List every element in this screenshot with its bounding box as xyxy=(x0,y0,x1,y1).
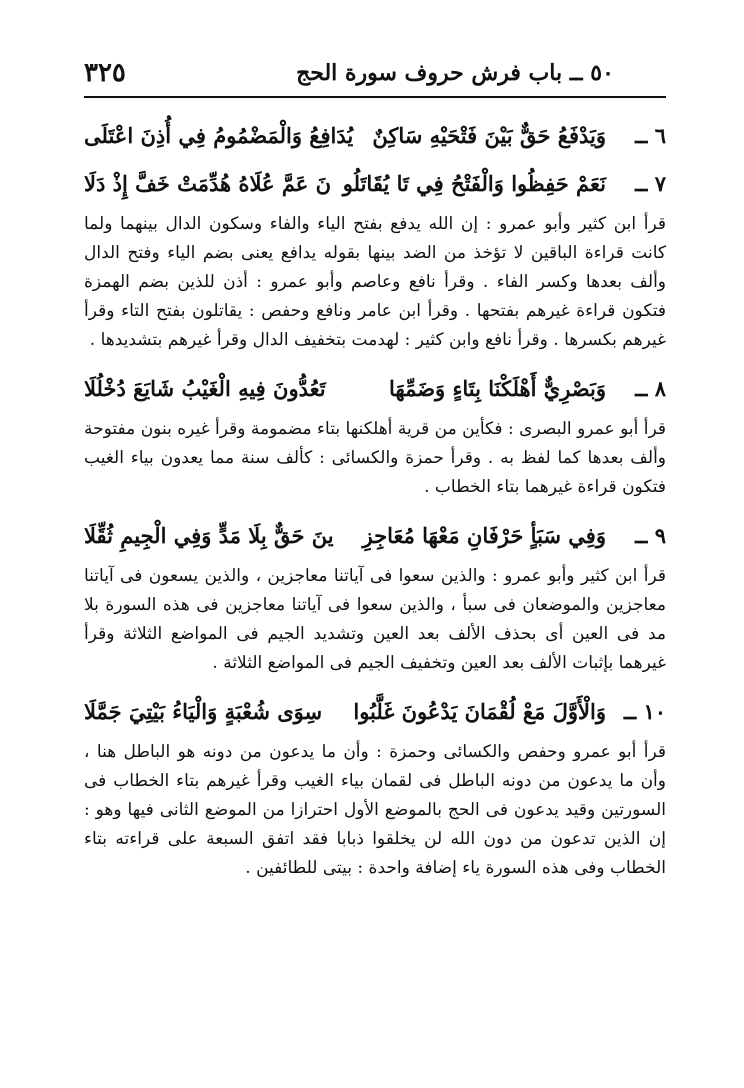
verse-second-hemistich: تَعُدُّونَ فِيهِ الْغَيْبُ شَايَعَ دُخْلُلَا xyxy=(84,376,326,401)
verse-first-hemistich: وَالْأَوَّلَ مَعْ لُقْمَانَ يَدْعُونَ غَلَّبُوا xyxy=(353,699,606,724)
commentary-paragraph xyxy=(84,562,666,678)
verse-number: ٧ ــ xyxy=(635,171,666,196)
verse-first-hemistich: وَبَصْرِيٌّ أَهْلَكْنَا بِتَاءٍ وَضَمِّهَا xyxy=(389,376,606,401)
verse-first-hemistich: نَعَمْ حَفِظُوا وَالْفَتْحُ فِي تَا يُقَاتَلُو xyxy=(342,171,606,196)
commentary-paragraph xyxy=(84,738,666,883)
commentary-text: قرأ ابن كثير وأبو عمرو : والذين سعوا فى آياتنا معاجزين ، والذين يسعون فى آياتنا معاجزين والموضعان فى سبأ ، والذين سعوا فى آياتنا معاجزين فى هذه السورة بلا مد فى العين أى بحذف الألف بعد العين وتشديد الجيم فى المواضع الثلاثة وقرأ غيرهما بإثبات الألف بعد العين وتخفيف الجيم فى المواضع الثلاثة . xyxy=(84,566,666,673)
chapter-title: ٥٠ ــ باب فرش حروف سورة الحج xyxy=(296,60,614,86)
page-header xyxy=(84,56,666,98)
commentary-paragraph xyxy=(84,415,666,502)
verse-number: ١٠ ــ xyxy=(623,699,666,724)
verse-second-hemistich: ينَ حَقٌّ بِلَا مَدٍّ وَفِي الْجِيمِ ثُقِّلَا xyxy=(84,523,334,548)
verse-first-hemistich: وَيَدْفَعُ حَقٌّ بَيْنَ فَتْحَيْهِ سَاكِنٌ xyxy=(372,123,606,148)
commentary-text: قرأ أبو عمرو البصرى : فكأين من قرية أهلكنها بتاء مضمومة وقرأ غيره بنون مفتوحة وألف بعدها كما لفظ به . وقرأ حمزة والكسائى : كألف سنة مما يعدون بياء الغيب فتكون قراءة غيرهما بتاء الخطاب . xyxy=(84,419,666,497)
page-number: ٣٢٥ xyxy=(84,58,126,88)
page-body xyxy=(84,112,666,893)
verse-line-6 xyxy=(84,112,666,160)
verse-line-9 xyxy=(84,512,666,560)
verse-second-hemistich: سِوَى شُعْبَةٍ وَالْيَاءُ بَيْتِيَ جَمَّلَا xyxy=(84,699,323,724)
commentary-text: قرأ ابن كثير وأبو عمرو : إن الله يدفع بفتح الياء والفاء وسكون الدال بينهما ولما كانت قراءة الباقين لا تؤخذ من الضد بينها بقوله يدافع يعنى بضم الياء وفتح الدال وألف بعدها وكسر الفاء . وقرأ نافع وعاصم وأبو عمرو : أذن للذين بضم الهمزة فتكون قراءة غيرهم بفتحها . وقرأ ابن عامر ونافع وحفص : يقاتلون بفتح التاء وقرأ غيرهم بكسرها . وقرأ نافع وابن كثير : لهدمت بتخفيف الدال وقرأ غيرهم بتشديدها . xyxy=(84,214,666,350)
verse-line-8 xyxy=(84,365,666,413)
commentary-paragraph xyxy=(84,210,666,355)
verse-number: ٨ ــ xyxy=(635,376,666,401)
verse-first-hemistich: وَفِي سَبَأٍ حَرْفَانِ مَعْهَا مُعَاجِزِ xyxy=(362,523,606,548)
verse-line-7 xyxy=(84,160,666,208)
verse-number: ٩ ــ xyxy=(635,523,666,548)
verse-number: ٦ ــ xyxy=(635,123,666,148)
verse-second-hemistich: يُدَافِعُ وَالْمَضْمُومُ فِي أُذِنَ اعْتَلَى xyxy=(84,123,354,148)
verse-second-hemistich: نَ عَمَّ عُلَاهُ هُدِّمَتْ خَفَّ إِذْ دَلَا xyxy=(84,171,332,196)
commentary-text: قرأ أبو عمرو وحفص والكسائى وحمزة : وأن ما يدعون من دونه هو الباطل هنا ، وأن ما يدعون من دونه الباطل فى لقمان بياء الغيب وقرأ غيرهم بتاء الخطاب فى السورتين وقيد يدعون فى الحج بالموضع الأول احترازا من الموضع الثانى فيها وهو : إن الذين تدعون من دون الله لن يخلقوا ذبابا فقد اتفق السبعة على قراءته بتاء الخطاب وفى هذه السورة ياء إضافة واحدة : بيتى للطائفين . xyxy=(84,742,666,878)
verse-line-10 xyxy=(84,688,666,736)
